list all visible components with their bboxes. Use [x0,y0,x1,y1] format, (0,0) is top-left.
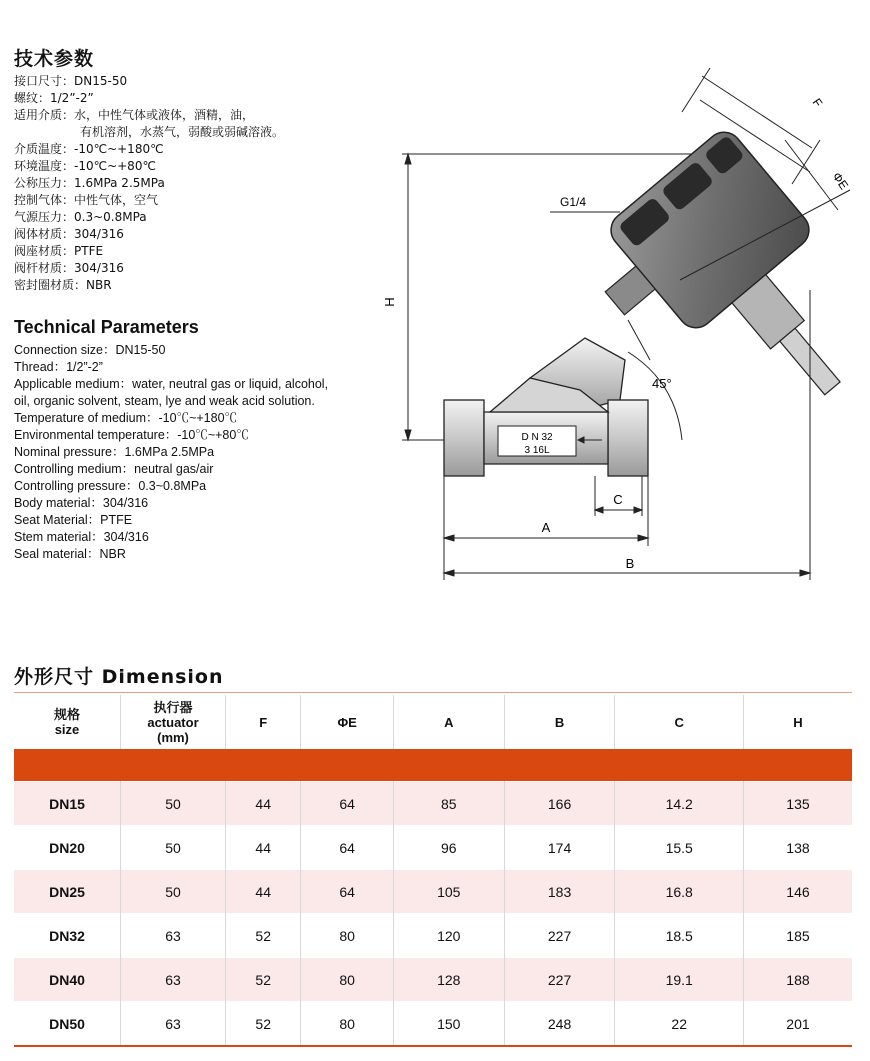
cell-size: DN20 [14,826,121,870]
table-header-row [14,695,852,749]
cell-f: 44 [226,870,301,914]
cell-h: 188 [743,958,852,1002]
header-actuator-cn: 执行器 [153,699,193,715]
header-a: A [393,695,504,749]
valve-technical-drawing [380,60,860,590]
cell-actuator: 63 [121,1002,226,1047]
label-f: F [809,95,826,110]
label-c: C [613,492,623,507]
table-row [14,782,852,826]
cell-b: 248 [504,1002,615,1047]
cell-actuator: 63 [121,914,226,958]
cell-size: DN25 [14,870,121,914]
dimension-title: 外形尺寸 Dimension [14,666,224,688]
en-section-title: Technical Parameters [14,317,199,337]
cell-phi-e: 64 [301,826,394,870]
en-spec-item: Applicable medium：water, neutral gas or liquid, alcohol, [14,377,329,391]
cell-c: 22 [615,1002,743,1047]
cn-spec-item: 阀座材质：PTFE [14,244,104,258]
en-spec-item: Seat Material：PTFE [14,513,133,527]
cell-size: DN15 [14,782,121,826]
label-angle: 45° [652,376,672,391]
cell-b: 227 [504,914,615,958]
en-spec-item: Thread：1/2”-2” [14,360,103,374]
cell-b: 183 [504,870,615,914]
body-marking-material: 3 16L [524,445,550,456]
en-spec-item: Controlling pressure：0.3~0.8MPa [14,479,207,493]
label-b: B [625,556,635,571]
cell-h: 185 [743,914,852,958]
cn-spec-item: 密封圈材质：NBR [14,278,112,292]
cn-section-title: 技术参数 [14,48,95,70]
label-phi-e: ΦE [829,169,852,193]
dimension-table [14,695,852,1047]
label-a: A [541,520,551,535]
cn-spec-item: 适用介质：水，中性气体或液体，酒精，油， [14,108,255,122]
cell-c: 19.1 [615,958,743,1002]
cn-spec-list [14,73,284,294]
en-spec-item: Stem material：304/316 [14,530,149,544]
cell-a: 85 [393,782,504,826]
header-phi-e: ΦE [301,695,394,749]
en-spec-item: oil, organic solvent, steam, lye and weak acid solution. [14,394,315,408]
cell-b: 166 [504,782,615,826]
cn-spec-item: 介质温度：-10℃~+180℃ [14,142,164,156]
body-marking-size: D N 32 [521,432,553,443]
cell-a: 150 [393,1002,504,1047]
cell-h: 146 [743,870,852,914]
cell-a: 120 [393,914,504,958]
header-color-band [14,749,852,782]
title-divider [14,692,852,693]
table-row [14,870,852,914]
cell-actuator: 50 [121,826,226,870]
cn-spec-item: 螺纹：1/2”-2” [14,91,94,105]
cell-h: 135 [743,782,852,826]
cell-c: 16.8 [615,870,743,914]
cell-h: 201 [743,1002,852,1047]
table-row [14,826,852,870]
cn-spec-item: 阀体材质：304/316 [14,227,124,241]
cell-a: 96 [393,826,504,870]
cell-f: 52 [226,914,301,958]
header-size-en: size [54,722,80,737]
cell-f: 44 [226,826,301,870]
header-f: F [226,695,301,749]
header-size [14,695,121,749]
cell-b: 227 [504,958,615,1002]
table-row [14,914,852,958]
cell-phi-e: 80 [301,1002,394,1047]
cell-phi-e: 64 [301,870,394,914]
cell-actuator: 50 [121,782,226,826]
cell-a: 105 [393,870,504,914]
cell-phi-e: 80 [301,914,394,958]
cn-spec-item: 接口尺寸：DN15-50 [14,74,128,88]
header-size-cn: 规格 [53,707,80,722]
header-actuator [121,695,226,749]
header-h: H [793,714,803,730]
header-actuator-en: actuator [147,714,199,730]
cell-f: 52 [226,1002,301,1047]
en-spec-list [14,342,328,563]
en-spec-item: Temperature of medium：-10℃~+180℃ [14,411,238,425]
cell-c: 18.5 [615,914,743,958]
table-row [14,958,852,1002]
cell-size: DN32 [14,914,121,958]
cell-f: 44 [226,782,301,826]
cn-spec-item: 控制气体：中性气体，空气 [14,193,159,207]
cell-actuator: 50 [121,870,226,914]
en-spec-item: Connection size：DN15-50 [14,343,166,357]
header-actuator-unit: (mm) [157,729,189,745]
table-row [14,1002,852,1047]
en-spec-item: Seal material：NBR [14,547,126,561]
cn-spec-item: 环境温度：-10℃~+80℃ [14,159,156,173]
cell-c: 15.5 [615,826,743,870]
en-spec-item: Nominal pressure：1.6MPa 2.5MPa [14,445,215,459]
cell-size: DN40 [14,958,121,1002]
cn-spec-item: 公称压力：1.6MPa 2.5MPa [14,176,165,190]
en-spec-item: Environmental temperature：-10℃~+80℃ [14,428,249,442]
cell-phi-e: 80 [301,958,394,1002]
cn-spec-item: 有机溶剂，水蒸气，弱酸或弱碱溶液。 [80,125,285,139]
cell-c: 14.2 [615,782,743,826]
cell-phi-e: 64 [301,782,394,826]
cn-spec-item: 阀杆材质：304/316 [14,261,124,275]
cn-spec-item: 气源压力：0.3~0.8MPa [14,210,147,224]
en-spec-item: Body material：304/316 [14,496,149,510]
cell-b: 174 [504,826,615,870]
cell-actuator: 63 [121,958,226,1002]
cell-size: DN50 [14,1002,121,1047]
header-c: C [615,695,743,749]
label-h: H [382,297,397,307]
en-spec-item: Controlling medium：neutral gas/air [14,462,214,476]
cell-a: 128 [393,958,504,1002]
header-b: B [504,695,615,749]
cell-h: 138 [743,826,852,870]
label-g: G1/4 [560,195,587,209]
cell-f: 52 [226,958,301,1002]
